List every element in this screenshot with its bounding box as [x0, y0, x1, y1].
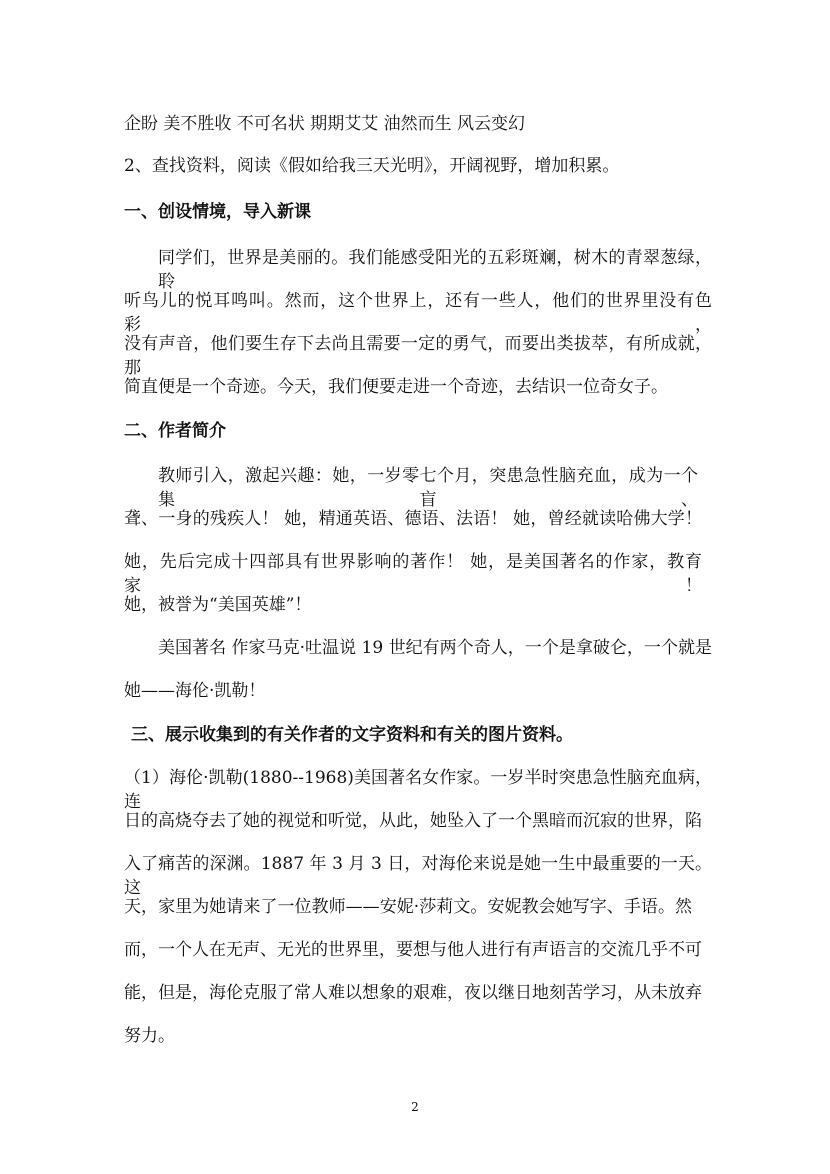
- paragraph-line: （1）海伦·凯勒(1880--1968)美国著名女作家。一岁半时突患急性脑充血病，连: [124, 768, 712, 812]
- paragraph-line: 她，被誉为“美国英雄”！: [124, 595, 312, 615]
- paragraph-line: 入了痛苦的深渊。1887 年 3 月 3 日，对海伦来说是她一生中最重要的一天。这: [124, 854, 712, 898]
- paragraph-line: 简直便是一个奇迹。今天，我们便要走进一个奇迹，去结识一位奇女子。: [124, 377, 668, 397]
- paragraph-line: 她——海伦·凯勒！: [124, 681, 266, 701]
- paragraph-line: 听鸟儿的悦耳鸣叫。然而，这个世界上，还有一些人，他们的世界里没有色彩，: [124, 291, 712, 335]
- paragraph-line: 天，家里为她请来了一位教师——安妮·莎莉文。安妮教会她写字、手语。然: [124, 897, 692, 917]
- section-heading-2: 二、作者简介: [124, 421, 226, 441]
- task-line: 2、查找资料，阅读《假如给我三天光明》，开阔视野，增加积累。: [124, 156, 620, 176]
- paragraph-line: 同学们，世界是美丽的。我们能感受阳光的五彩斑斓，树木的青翠葱绿，聆: [158, 248, 712, 292]
- paragraph-line: 日的高烧夺去了她的视觉和听觉，从此，她坠入了一个黑暗而沉寂的世界，陷: [124, 811, 702, 831]
- paragraph-line: 没有声音，他们要生存下去尚且需要一定的勇气，而要出类拔萃，有所成就，那: [124, 334, 712, 378]
- paragraph-line: 努力。: [124, 1026, 175, 1046]
- word-list: 企盼 美不胜收 不可名状 期期艾艾 油然而生 风云变幻: [124, 114, 526, 134]
- section-heading-1: 一、创设情境，导入新课: [124, 202, 311, 222]
- paragraph-line: 能，但是，海伦克服了常人难以想象的艰难，夜以继日地刻苦学习，从未放弃: [124, 983, 702, 1003]
- paragraph-line: 教师引入，激起兴趣：她，一岁零七个月，突患急性脑充血，成为一个集盲、: [158, 466, 698, 510]
- paragraph-line: 美国著名 作家马克·吐温说 19 世纪有两个奇人，一个是拿破仑，一个就是: [158, 638, 712, 658]
- paragraph-line: 聋、一身的残疾人！ 她，精通英语、德语、法语！ 她，曾经就读哈佛大学！: [124, 509, 702, 529]
- paragraph-line: 而，一个人在无声、无光的世界里，要想与他人进行有声语言的交流几乎不可: [124, 940, 702, 960]
- paragraph-line: 她，先后完成十四部具有世界影响的著作！ 她，是美国著名的作家，教育家！: [124, 552, 702, 596]
- section-heading-3: 三、展示收集到的有关作者的文字资料和有关的图片资料。: [131, 725, 573, 745]
- page-number: 2: [411, 1100, 419, 1114]
